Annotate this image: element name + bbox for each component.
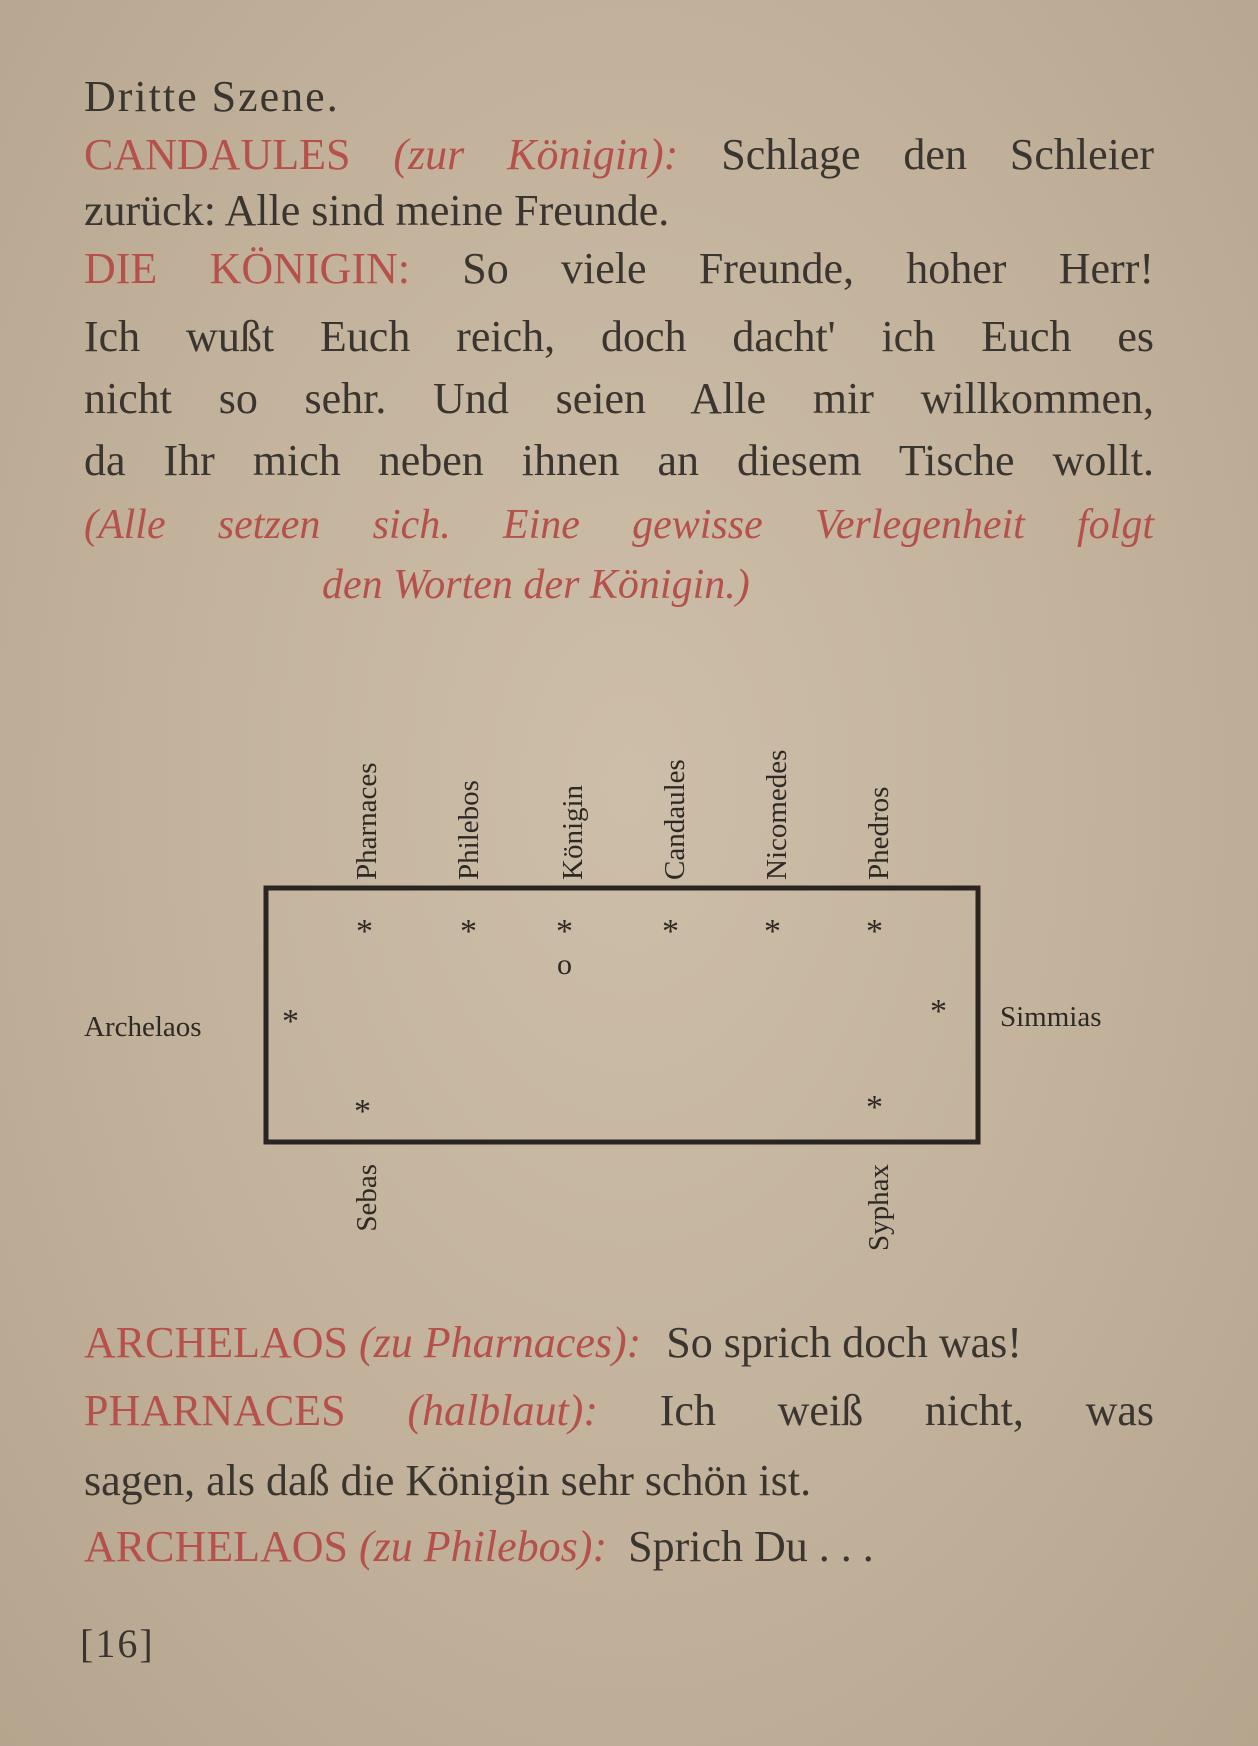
queen-marker: o <box>557 948 572 981</box>
speech-queen-line-3: nicht so sehr. Und seien Alle mir willkommen, <box>84 374 1154 423</box>
seat-marker: * <box>930 993 947 1030</box>
seat-label-pharnaces: Pharnaces <box>351 762 383 880</box>
speech-text: Schlage den Schleier <box>721 130 1155 179</box>
seat-marker: * <box>662 913 679 950</box>
speech-text: So sprich doch was! <box>666 1318 1022 1367</box>
speech-queen-line-4: da Ihr mich neben ihnen an diesem Tische wollt. <box>84 436 1154 485</box>
stage-direction-line-1: (Alle setzen sich. Eine gewisse Verlegenheit folgt <box>84 502 1154 548</box>
stage-note: (zu Pharnaces): <box>359 1318 642 1367</box>
seat-marker: * <box>764 913 781 950</box>
seat-label-philebos: Philebos <box>453 780 485 880</box>
speech-text: Sprich Du . . . <box>628 1522 874 1571</box>
stage-note: (halblaut): <box>407 1386 598 1435</box>
speaker-name: ARCHELAOS <box>84 1318 349 1367</box>
speech-text: So viele Freunde, hoher Herr! <box>462 244 1154 293</box>
speaker-name: CANDAULES <box>84 130 351 179</box>
seat-label-nicomedes: Nicomedes <box>761 749 793 880</box>
seat-label-koenigin: Königin <box>557 784 589 880</box>
seat-label-sebas: Sebas <box>351 1164 383 1232</box>
stage-note: (zu Philebos): <box>359 1522 608 1571</box>
speech-pharnaces-line-2: sagen, als daß die Königin sehr schön ist. <box>84 1456 812 1505</box>
speaker-name: ARCHELAOS <box>84 1522 349 1571</box>
seat-label-archelaos: Archelaos <box>84 1011 202 1043</box>
speech-archelaos-1 <box>84 1318 1154 1368</box>
seat-label-syphax: Syphax <box>863 1164 895 1251</box>
speech-pharnaces-line-1 <box>84 1386 1154 1436</box>
seat-marker: * <box>556 913 573 950</box>
seat-marker: * <box>866 1089 883 1126</box>
speaker-name: DIE KÖNIGIN: <box>84 244 410 293</box>
seat-label-phedros: Phedros <box>863 786 895 880</box>
speech-candaules-line-2: zurück: Alle sind meine Freunde. <box>84 186 670 235</box>
speech-archelaos-2 <box>84 1522 1154 1572</box>
seat-label-simmias: Simmias <box>1000 1001 1102 1033</box>
seat-marker: * <box>356 913 373 950</box>
seat-marker: * <box>866 913 883 950</box>
seat-label-candaules: Candaules <box>659 759 691 880</box>
seat-marker: * <box>460 913 477 950</box>
speech-queen-line-2: Ich wußt Euch reich, doch dacht' ich Euch es <box>84 312 1154 361</box>
stage-note: (zur Königin): <box>393 130 679 179</box>
speech-text: Ich weiß nicht, was <box>659 1386 1155 1435</box>
stage-direction-line-2: den Worten der Königin.) <box>322 562 750 608</box>
speaker-name: PHARNACES <box>84 1386 346 1435</box>
scene-heading: Dritte Szene. <box>84 72 340 121</box>
seat-marker: * <box>282 1003 299 1040</box>
seat-marker: * <box>354 1093 371 1130</box>
page-number: [16] <box>80 1621 155 1666</box>
